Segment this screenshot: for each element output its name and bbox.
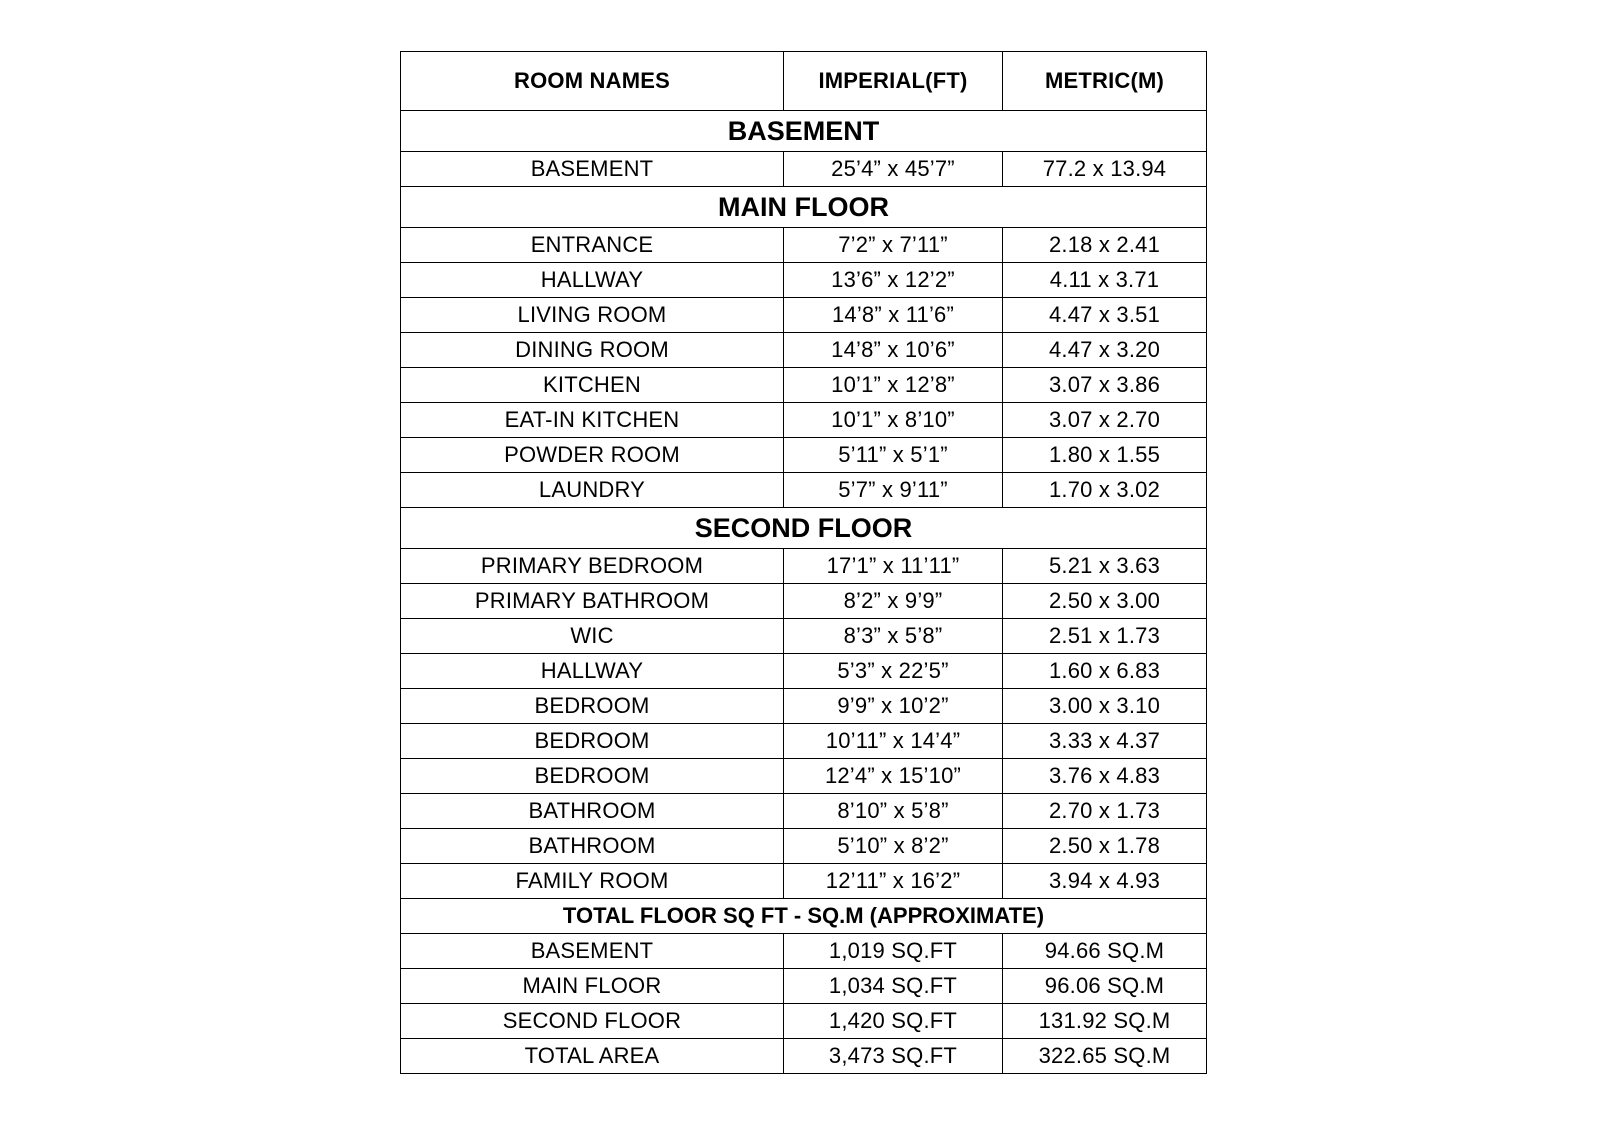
metric-dimension-cell: 3.76 x 4.83 bbox=[1003, 759, 1207, 794]
room-name-cell: EAT-IN KITCHEN bbox=[401, 403, 784, 438]
room-name-cell: DINING ROOM bbox=[401, 333, 784, 368]
imperial-dimension-cell: 1,034 SQ.FT bbox=[784, 969, 1003, 1004]
room-name-cell: TOTAL AREA bbox=[401, 1039, 784, 1074]
table-row bbox=[401, 1004, 1207, 1039]
table-row bbox=[401, 1039, 1207, 1074]
metric-dimension-cell: 3.00 x 3.10 bbox=[1003, 689, 1207, 724]
metric-dimension-cell: 3.33 x 4.37 bbox=[1003, 724, 1207, 759]
imperial-dimension-cell: 12’11” x 16’2” bbox=[784, 864, 1003, 899]
imperial-dimension-cell: 8’2” x 9’9” bbox=[784, 584, 1003, 619]
imperial-dimension-cell: 3,473 SQ.FT bbox=[784, 1039, 1003, 1074]
metric-dimension-cell: 96.06 SQ.M bbox=[1003, 969, 1207, 1004]
room-name-cell: MAIN FLOOR bbox=[401, 969, 784, 1004]
table-body bbox=[401, 111, 1207, 1074]
table-row bbox=[401, 689, 1207, 724]
metric-dimension-cell: 2.51 x 1.73 bbox=[1003, 619, 1207, 654]
imperial-dimension-cell: 10’1” x 8’10” bbox=[784, 403, 1003, 438]
room-name-cell: BEDROOM bbox=[401, 689, 784, 724]
imperial-dimension-cell: 5’11” x 5’1” bbox=[784, 438, 1003, 473]
imperial-dimension-cell: 10’11” x 14’4” bbox=[784, 724, 1003, 759]
imperial-dimension-cell: 9’9” x 10’2” bbox=[784, 689, 1003, 724]
table-row bbox=[401, 829, 1207, 864]
metric-dimension-cell: 1.70 x 3.02 bbox=[1003, 473, 1207, 508]
imperial-dimension-cell: 1,019 SQ.FT bbox=[784, 934, 1003, 969]
metric-dimension-cell: 3.94 x 4.93 bbox=[1003, 864, 1207, 899]
imperial-dimension-cell: 5’3” x 22’5” bbox=[784, 654, 1003, 689]
imperial-dimension-cell: 5’10” x 8’2” bbox=[784, 829, 1003, 864]
imperial-dimension-cell: 7’2” x 7’11” bbox=[784, 228, 1003, 263]
table-row bbox=[401, 619, 1207, 654]
imperial-dimension-cell: 17’1” x 11’11” bbox=[784, 549, 1003, 584]
imperial-dimension-cell: 13’6” x 12’2” bbox=[784, 263, 1003, 298]
table-row bbox=[401, 864, 1207, 899]
metric-dimension-cell: 4.11 x 3.71 bbox=[1003, 263, 1207, 298]
column-header-imperial: IMPERIAL(FT) bbox=[784, 52, 1003, 111]
metric-dimension-cell: 2.70 x 1.73 bbox=[1003, 794, 1207, 829]
metric-dimension-cell: 2.50 x 3.00 bbox=[1003, 584, 1207, 619]
room-name-cell: HALLWAY bbox=[401, 654, 784, 689]
table-row bbox=[401, 969, 1207, 1004]
table-row bbox=[401, 263, 1207, 298]
room-name-cell: BASEMENT bbox=[401, 152, 784, 187]
room-name-cell: BATHROOM bbox=[401, 794, 784, 829]
room-name-cell: BEDROOM bbox=[401, 724, 784, 759]
metric-dimension-cell: 322.65 SQ.M bbox=[1003, 1039, 1207, 1074]
imperial-dimension-cell: 10’1” x 12’8” bbox=[784, 368, 1003, 403]
table-row bbox=[401, 228, 1207, 263]
room-name-cell: SECOND FLOOR bbox=[401, 1004, 784, 1039]
table-row bbox=[401, 152, 1207, 187]
metric-dimension-cell: 4.47 x 3.20 bbox=[1003, 333, 1207, 368]
room-name-cell: PRIMARY BATHROOM bbox=[401, 584, 784, 619]
room-name-cell: LAUNDRY bbox=[401, 473, 784, 508]
table-header-row bbox=[401, 52, 1207, 111]
section-title-main-floor: MAIN FLOOR bbox=[401, 187, 1207, 228]
metric-dimension-cell: 77.2 x 13.94 bbox=[1003, 152, 1207, 187]
table-row bbox=[401, 298, 1207, 333]
table-row bbox=[401, 759, 1207, 794]
imperial-dimension-cell: 14’8” x 10’6” bbox=[784, 333, 1003, 368]
room-name-cell: HALLWAY bbox=[401, 263, 784, 298]
room-dimensions-table bbox=[400, 51, 1207, 1074]
room-name-cell: BASEMENT bbox=[401, 934, 784, 969]
metric-dimension-cell: 2.18 x 2.41 bbox=[1003, 228, 1207, 263]
section-title-second-floor: SECOND FLOOR bbox=[401, 508, 1207, 549]
metric-dimension-cell: 3.07 x 2.70 bbox=[1003, 403, 1207, 438]
metric-dimension-cell: 3.07 x 3.86 bbox=[1003, 368, 1207, 403]
room-name-cell: POWDER ROOM bbox=[401, 438, 784, 473]
metric-dimension-cell: 1.60 x 6.83 bbox=[1003, 654, 1207, 689]
metric-dimension-cell: 5.21 x 3.63 bbox=[1003, 549, 1207, 584]
imperial-dimension-cell: 5’7” x 9’11” bbox=[784, 473, 1003, 508]
table-row bbox=[401, 368, 1207, 403]
table-row bbox=[401, 403, 1207, 438]
room-name-cell: FAMILY ROOM bbox=[401, 864, 784, 899]
metric-dimension-cell: 1.80 x 1.55 bbox=[1003, 438, 1207, 473]
table-row bbox=[401, 934, 1207, 969]
room-name-cell: ENTRANCE bbox=[401, 228, 784, 263]
section-title-totals: TOTAL FLOOR SQ FT - SQ.M (APPROXIMATE) bbox=[401, 899, 1207, 934]
section-title-row-totals bbox=[401, 899, 1207, 934]
room-name-cell: PRIMARY BEDROOM bbox=[401, 549, 784, 584]
room-name-cell: LIVING ROOM bbox=[401, 298, 784, 333]
table-row bbox=[401, 549, 1207, 584]
imperial-dimension-cell: 25’4” x 45’7” bbox=[784, 152, 1003, 187]
section-title-basement: BASEMENT bbox=[401, 111, 1207, 152]
imperial-dimension-cell: 14’8” x 11’6” bbox=[784, 298, 1003, 333]
imperial-dimension-cell: 12’4” x 15’10” bbox=[784, 759, 1003, 794]
column-header-room-names: ROOM NAMES bbox=[401, 52, 784, 111]
section-title-row-second-floor bbox=[401, 508, 1207, 549]
table-row bbox=[401, 654, 1207, 689]
column-header-metric: METRIC(M) bbox=[1003, 52, 1207, 111]
room-name-cell: WIC bbox=[401, 619, 784, 654]
table-row bbox=[401, 333, 1207, 368]
metric-dimension-cell: 4.47 x 3.51 bbox=[1003, 298, 1207, 333]
table-row bbox=[401, 473, 1207, 508]
imperial-dimension-cell: 8’3” x 5’8” bbox=[784, 619, 1003, 654]
metric-dimension-cell: 2.50 x 1.78 bbox=[1003, 829, 1207, 864]
room-name-cell: BEDROOM bbox=[401, 759, 784, 794]
room-name-cell: BATHROOM bbox=[401, 829, 784, 864]
metric-dimension-cell: 131.92 SQ.M bbox=[1003, 1004, 1207, 1039]
table-row bbox=[401, 724, 1207, 759]
table-row bbox=[401, 584, 1207, 619]
table-row bbox=[401, 438, 1207, 473]
section-title-row-main-floor bbox=[401, 187, 1207, 228]
metric-dimension-cell: 94.66 SQ.M bbox=[1003, 934, 1207, 969]
section-title-row-basement bbox=[401, 111, 1207, 152]
table-row bbox=[401, 794, 1207, 829]
imperial-dimension-cell: 1,420 SQ.FT bbox=[784, 1004, 1003, 1039]
room-name-cell: KITCHEN bbox=[401, 368, 784, 403]
imperial-dimension-cell: 8’10” x 5’8” bbox=[784, 794, 1003, 829]
